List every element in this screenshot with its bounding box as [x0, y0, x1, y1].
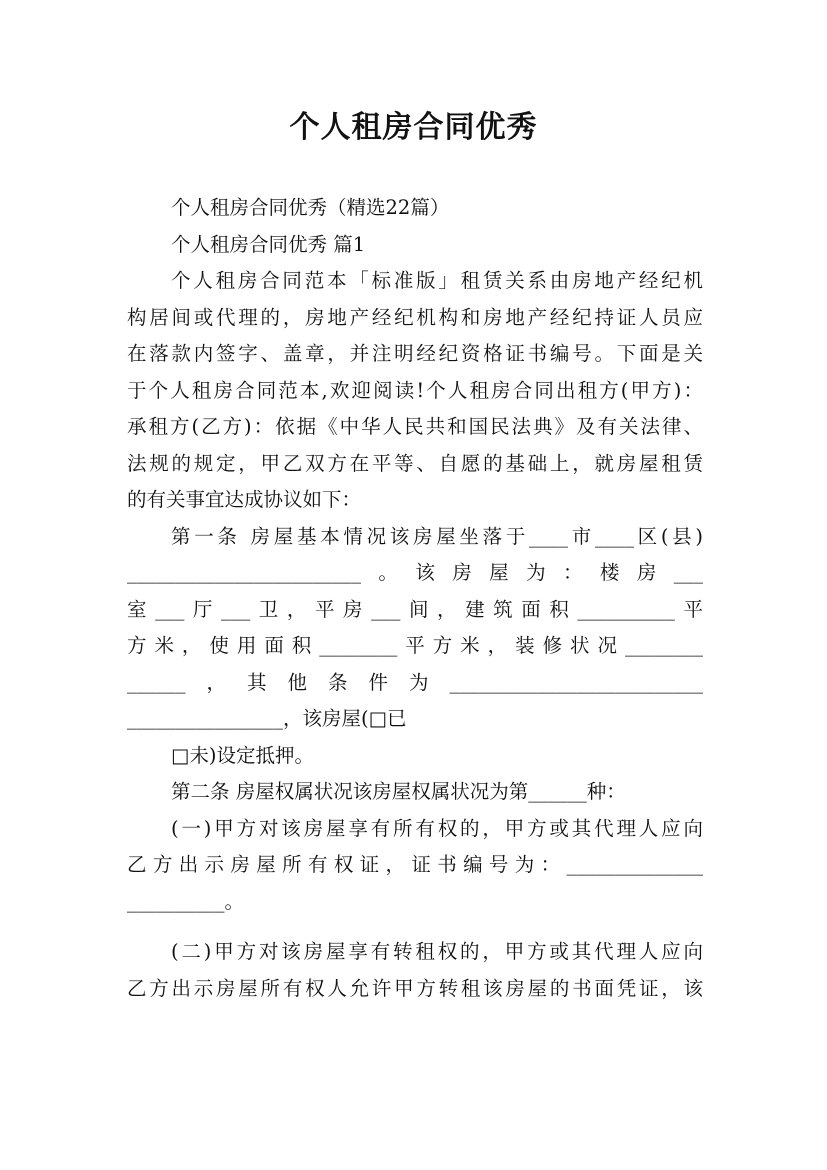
article-1-line: 方米，使用面积________平方米，装修状况________ — [127, 634, 703, 657]
document-body — [127, 190, 703, 1007]
article-2-line: (一)甲方对该房屋享有所有权的，甲方或其代理人应向 — [171, 816, 703, 840]
paragraph-line: 构居间或代理的，房地产经纪机构和房地产经纪持证人员应 — [127, 305, 703, 329]
article-2-line: 第二条 房屋权属状况该房屋权属状况为第______种： — [171, 780, 626, 803]
article-1-line: 第一条 房屋基本情况该房屋坐落于____市____区(县) — [171, 524, 703, 548]
article-1-line: ______，其他条件为__________________________ — [127, 670, 703, 694]
paragraph-line: 个人租房合同范本「标准版」租赁关系由房地产经纪机 — [171, 269, 703, 292]
paragraph-line: 在落款内签字、盖章，并注明经纪资格证书编号。下面是关 — [127, 342, 703, 365]
paragraph-line: 的有关事宜达成协议如下： — [127, 488, 362, 511]
section-heading: 个人租房合同优秀 篇1 — [171, 232, 366, 256]
document-title: 个人租房合同优秀 — [289, 110, 538, 145]
article-2-line: 乙方出示房屋所有权人允许甲方转租该房屋的书面凭证，该 — [127, 976, 703, 1000]
article-1-line: ________________________。该房屋为：楼房___ — [127, 561, 703, 584]
article-1-line: 室___厅___卫，平房___间，建筑面积__________平 — [127, 597, 703, 621]
article-2-line: __________。 — [127, 889, 245, 913]
article-1-line: □未)设定抵押。 — [171, 743, 315, 767]
paragraph-line: 承租方(乙方)：依据《中华人民共和国民法典》及有关法律、 — [127, 415, 703, 438]
paragraph-line: 法规的规定，甲乙双方在平等、自愿的基础上，就房屋租赁 — [127, 451, 703, 475]
article-1-line: ________________，该房屋(□已 — [127, 707, 407, 730]
article-2-line: (二)甲方对该房屋享有转租权的，甲方或其代理人应向 — [171, 940, 703, 963]
subtitle-line: 个人租房合同优秀（精选22篇） — [171, 196, 450, 219]
article-2-line: 乙方出示房屋所有权证，证书编号为：______________ — [127, 853, 703, 876]
paragraph-line: 于个人租房合同范本,欢迎阅读!个人租房合同出租方(甲方)： — [127, 378, 703, 402]
